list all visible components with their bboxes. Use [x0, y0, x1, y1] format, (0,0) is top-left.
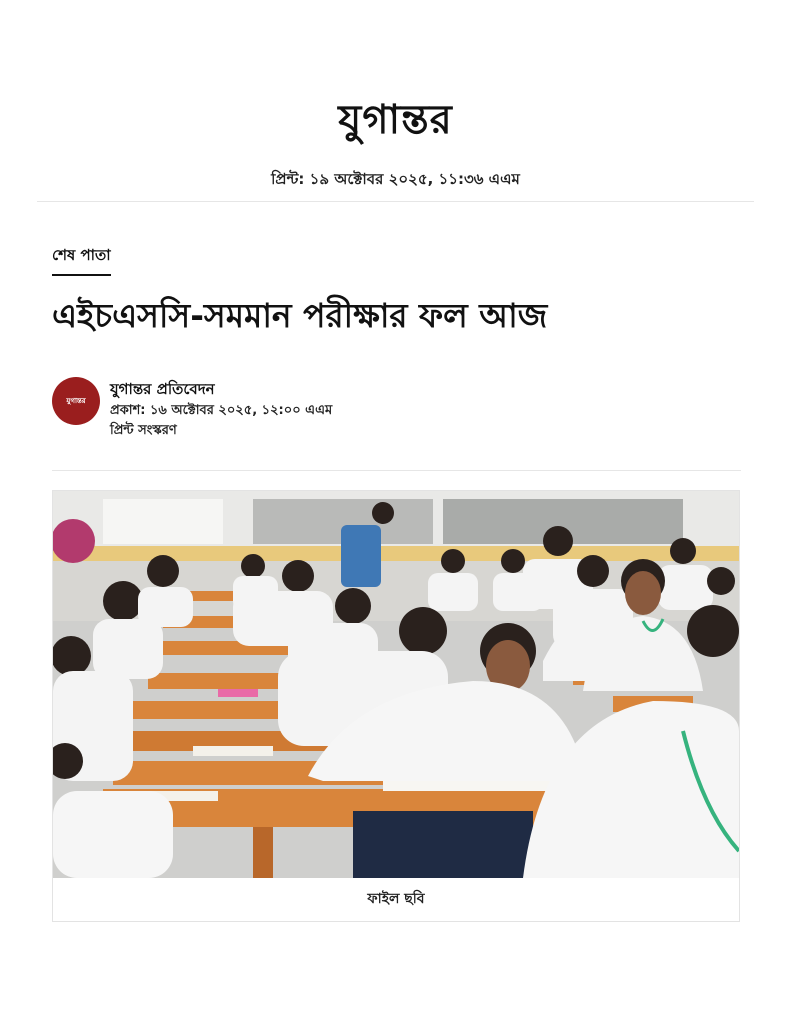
- author-name[interactable]: যুগান্তর প্রতিবেদন: [110, 380, 215, 398]
- exam-hall-photo: [53, 491, 739, 878]
- section-link[interactable]: শেষ পাতা: [52, 244, 111, 276]
- photo-caption: ফাইল ছবি: [367, 891, 425, 907]
- article-headline: এইচএসসি-সমমান পরীক্ষার ফল আজ: [52, 296, 548, 335]
- article-figure: [52, 490, 740, 922]
- print-date: প্রিন্ট: ১৯ অক্টোবর ২০২৫, ১১:৩৬ এএম: [271, 170, 520, 188]
- edition-label: প্রিন্ট সংস্করণ: [110, 423, 177, 438]
- newspaper-logo[interactable]: যুগান্তর: [338, 96, 453, 143]
- byline: [110, 379, 332, 441]
- masthead: [0, 96, 791, 143]
- byline-divider: [52, 470, 741, 471]
- author-avatar[interactable]: [52, 377, 100, 425]
- header-divider: [37, 201, 754, 202]
- published-date: প্রকাশ: ১৬ অক্টোবর ২০২৫, ১২:০০ এএম: [110, 403, 333, 418]
- avatar-label: যুগান্তর: [66, 397, 86, 405]
